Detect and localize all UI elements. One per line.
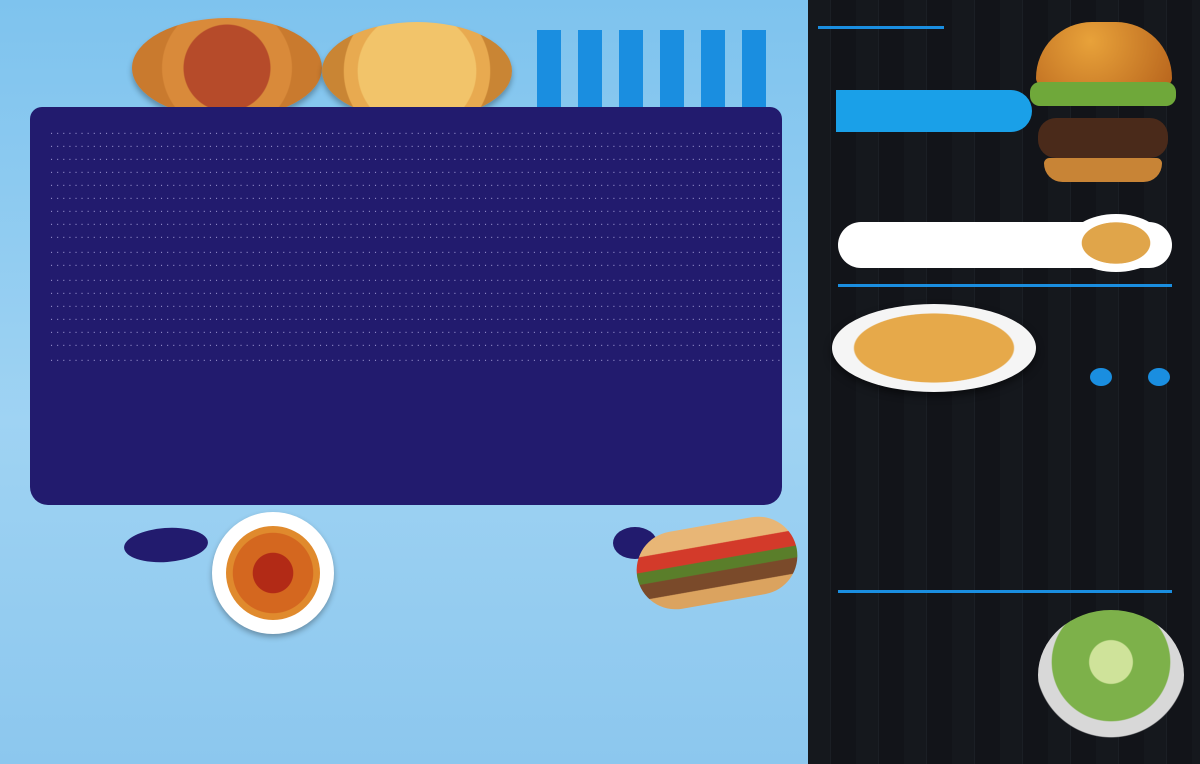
pizza-name-cell bbox=[50, 285, 780, 298]
poutine-size-large bbox=[1148, 368, 1170, 386]
dot-leader: . . . . . . . . . . . . . . . . . . . . . . . . . . . . . . . . . . . . . . . . . . . . . . . . . . . . . . . . . . . . . . . . . . . . . . . . . . . . . . . . . . . . . . . . . . . . . . . . . . . . . . . . . . . . . . . . . . . . . . . . bbox=[50, 285, 781, 297]
dot-leader: . . . . . . . . . . . . . . . . . . . . . . . . . . . . . . . . . . . . . . . . . . . . . . . . . . . . . . . . . . . . . . . . . . . . . . . . . . . . . . . . . . . . . . . . . . . . . . . . . . . . . . . . . . . . . . . . . . . . . . . . bbox=[50, 324, 781, 336]
pizza-row bbox=[50, 177, 781, 190]
poutine-size-small bbox=[1090, 368, 1112, 386]
pizza-name-cell bbox=[50, 203, 780, 216]
pizza-row bbox=[50, 352, 781, 365]
dot-leader: . . . . . . . . . . . . . . . . . . . . . . . . . . . . . . . . . . . . . . . . . . . . . . . . . . . . . . . . . . . . . . . . . . . . . . . . . . . . . . . . . . . . . . . . . . . . . . . . . . . . . . . . . . . . . . . . . . . . . . . . bbox=[50, 229, 781, 241]
poutines-divider bbox=[838, 284, 1172, 287]
pizza-size-label bbox=[701, 30, 725, 114]
salades-divider bbox=[838, 590, 1172, 593]
dot-leader: . . . . . . . . . . . . . . . . . . . . . . . . . . . . . . . . . . . . . . . . . . . . . . . . . . . . . . . . . . . . . . . . . . . . . . . . . . . . . . . . . . . . . . . . . . . . . . . . . . . . . . . . . . . . . . . . . . . . . . . . bbox=[50, 190, 781, 202]
pizza-size-header bbox=[528, 12, 774, 114]
pizza-name-cell bbox=[50, 190, 780, 203]
pizza-size-column bbox=[569, 12, 610, 114]
pizza-row bbox=[50, 298, 781, 311]
pizza-size-inches bbox=[610, 12, 651, 28]
pizza-name-cell bbox=[50, 244, 780, 257]
pizza-row bbox=[50, 216, 781, 229]
pizza-name-cell bbox=[50, 177, 780, 190]
dot-leader: . . . . . . . . . . . . . . . . . . . . . . . . . . . . . . . . . . . . . . . . . . . . . . . . . . . . . . . . . . . . . . . . . . . . . . . . . . . . . . . . . . . . . . . . . . . . . . . . . . . . . . . . . . . . . . . . . . . . . . . . bbox=[50, 311, 781, 323]
pizza-name-cell bbox=[50, 272, 780, 285]
burger-extras-banner bbox=[836, 90, 1032, 132]
pizza-size-label bbox=[537, 30, 561, 114]
pizza-row bbox=[50, 190, 781, 203]
pizza-size-inches bbox=[569, 12, 610, 28]
pizza-size-column bbox=[733, 12, 774, 114]
pizza-size-inches bbox=[692, 12, 733, 28]
pizza-size-label bbox=[619, 30, 643, 114]
pepperoni-pizza-image bbox=[132, 18, 322, 118]
pizza-row bbox=[50, 272, 781, 285]
pizza-size-inches bbox=[733, 12, 774, 28]
pizza-row bbox=[50, 229, 781, 242]
pizza-size-inches bbox=[651, 12, 692, 28]
pizza-row bbox=[50, 285, 781, 298]
dot-leader: . . . . . . . . . . . . . . . . . . . . . . . . . . . . . . . . . . . . . . . . . . . . . . . . . . . . . . . . . . . . . . . . . . . . . . . . . . . . . . . . . . . . . . . . . . . . . . . . . . . . . . . . . . . . . . . . . . . . . . . . bbox=[50, 272, 781, 284]
pizza-name-cell bbox=[50, 151, 780, 164]
pizza-row bbox=[50, 125, 781, 138]
dot-leader: . . . . . . . . . . . . . . . . . . . . . . . . . . . . . . . . . . . . . . . . . . . . . . . . . . . . . . . . . . . . . . . . . . . . . . . . . . . . . . . . . . . . . . . . . . . . . . . . . . . . . . . . . . . . . . . . . . . . . . . . bbox=[50, 177, 781, 189]
pizza-size-column bbox=[528, 12, 569, 114]
dot-leader: . . . . . . . . . . . . . . . . . . . . . . . . . . . . . . . . . . . . . . . . . . . . . . . . . . . . . . . . . . . . . . . . . . . . . . . . . . . . . . . . . . . . . . . . . . . . . . . . . . . . . . . . . . . . . . . . . . . . . . . . bbox=[50, 257, 781, 269]
pizza-size-label bbox=[742, 30, 766, 114]
dot-leader: . . . . . . . . . . . . . . . . . . . . . . . . . . . . . . . . . . . . . . . . . . . . . . . . . . . . . . . . . . . . . . . . . . . . . . . . . . . . . . . . . . . . . . . . . . . . . . . . . . . . . . . . . . . . . . . . . . . . . . . . bbox=[50, 125, 781, 137]
pizza-name-cell bbox=[50, 337, 780, 350]
burger-bun-top bbox=[1036, 22, 1172, 86]
pizza-name-cell bbox=[50, 164, 780, 177]
burger-lettuce bbox=[1030, 82, 1176, 106]
burger-bun-bottom bbox=[1044, 158, 1162, 182]
dot-leader: . . . . . . . . . . . . . . . . . . . . . . . . . . . . . . . . . . . . . . . . . . . . . . . . . . . . . . . . . . . . . . . . . . . . . . . . . . . . . . . . . . . . . . . . . . . . . . . . . . . . . . . . . . . . . . . . . . . . . . . . bbox=[50, 151, 781, 163]
pizza-row bbox=[50, 324, 781, 337]
burgers-divider bbox=[818, 26, 944, 29]
dot-leader: . . . . . . . . . . . . . . . . . . . . . . . . . . . . . . . . . . . . . . . . . . . . . . . . . . . . . . . . . . . . . . . . . . . . . . . . . . . . . . . . . . . . . . . . . . . . . . . . . . . . . . . . . . . . . . . . . . . . . . . . bbox=[50, 164, 781, 176]
pizza-row bbox=[50, 257, 781, 270]
poutine-plate-image bbox=[832, 304, 1036, 392]
pizza-size-label bbox=[578, 30, 602, 114]
cheese-pizza-image bbox=[322, 22, 512, 120]
pizza-name-cell bbox=[50, 138, 780, 151]
pizza-name-cell bbox=[50, 311, 780, 324]
dot-leader: . . . . . . . . . . . . . . . . . . . . . . . . . . . . . . . . . . . . . . . . . . . . . . . . . . . . . . . . . . . . . . . . . . . . . . . . . . . . . . . . . . . . . . . . . . . . . . . . . . . . . . . . . . . . . . . . . . . . . . . . bbox=[50, 203, 781, 215]
burger-image bbox=[1030, 22, 1176, 182]
pizza-row bbox=[50, 244, 781, 257]
pizza-size-column bbox=[651, 12, 692, 114]
dot-leader: . . . . . . . . . . . . . . . . . . . . . . . . . . . . . . . . . . . . . . . . . . . . . . . . . . . . . . . . . . . . . . . . . . . . . . . . . . . . . . . . . . . . . . . . . . . . . . . . . . . . . . . . . . . . . . . . . . . . . . . . bbox=[50, 352, 781, 364]
pizza-row bbox=[50, 164, 781, 177]
pizza-price-table bbox=[30, 107, 782, 505]
burger-patty bbox=[1038, 118, 1168, 158]
pizza-name-cell bbox=[50, 229, 780, 242]
spaghetti-sauce-image bbox=[226, 526, 320, 620]
dot-leader: . . . . . . . . . . . . . . . . . . . . . . . . . . . . . . . . . . . . . . . . . . . . . . . . . . . . . . . . . . . . . . . . . . . . . . . . . . . . . . . . . . . . . . . . . . . . . . . . . . . . . . . . . . . . . . . . . . . . . . . . bbox=[50, 216, 781, 228]
pizza-name-cell bbox=[50, 257, 780, 270]
dot-leader: . . . . . . . . . . . . . . . . . . . . . . . . . . . . . . . . . . . . . . . . . . . . . . . . . . . . . . . . . . . . . . . . . . . . . . . . . . . . . . . . . . . . . . . . . . . . . . . . . . . . . . . . . . . . . . . . . . . . . . . . bbox=[50, 244, 781, 256]
pizza-size-inches bbox=[528, 12, 569, 28]
salad-bowl-image bbox=[1038, 610, 1184, 740]
pizza-size-label bbox=[660, 30, 684, 114]
dot-leader: . . . . . . . . . . . . . . . . . . . . . . . . . . . . . . . . . . . . . . . . . . . . . . . . . . . . . . . . . . . . . . . . . . . . . . . . . . . . . . . . . . . . . . . . . . . . . . . . . . . . . . . . . . . . . . . . . . . . . . . . bbox=[50, 138, 781, 150]
pizza-row bbox=[50, 337, 781, 350]
pizza-name-cell bbox=[50, 125, 780, 138]
pizza-size-column bbox=[692, 12, 733, 114]
pizza-row bbox=[50, 138, 781, 151]
pizza-name-cell bbox=[50, 324, 780, 337]
pizza-size-column bbox=[610, 12, 651, 114]
pizza-row bbox=[50, 151, 781, 164]
pizza-row bbox=[50, 203, 781, 216]
pizza-name-cell bbox=[50, 298, 780, 311]
dot-leader: . . . . . . . . . . . . . . . . . . . . . . . . . . . . . . . . . . . . . . . . . . . . . . . . . . . . . . . . . . . . . . . . . . . . . . . . . . . . . . . . . . . . . . . . . . . . . . . . . . . . . . . . . . . . . . . . . . . . . . . . bbox=[50, 298, 781, 310]
pizza-name-cell bbox=[50, 216, 780, 229]
pizza-name-cell bbox=[50, 352, 780, 365]
dot-leader: . . . . . . . . . . . . . . . . . . . . . . . . . . . . . . . . . . . . . . . . . . . . . . . . . . . . . . . . . . . . . . . . . . . . . . . . . . . . . . . . . . . . . . . . . . . . . . . . . . . . . . . . . . . . . . . . . . . . . . . . bbox=[50, 337, 781, 349]
pizza-row bbox=[50, 311, 781, 324]
poutine-bowl-image bbox=[1068, 214, 1164, 272]
